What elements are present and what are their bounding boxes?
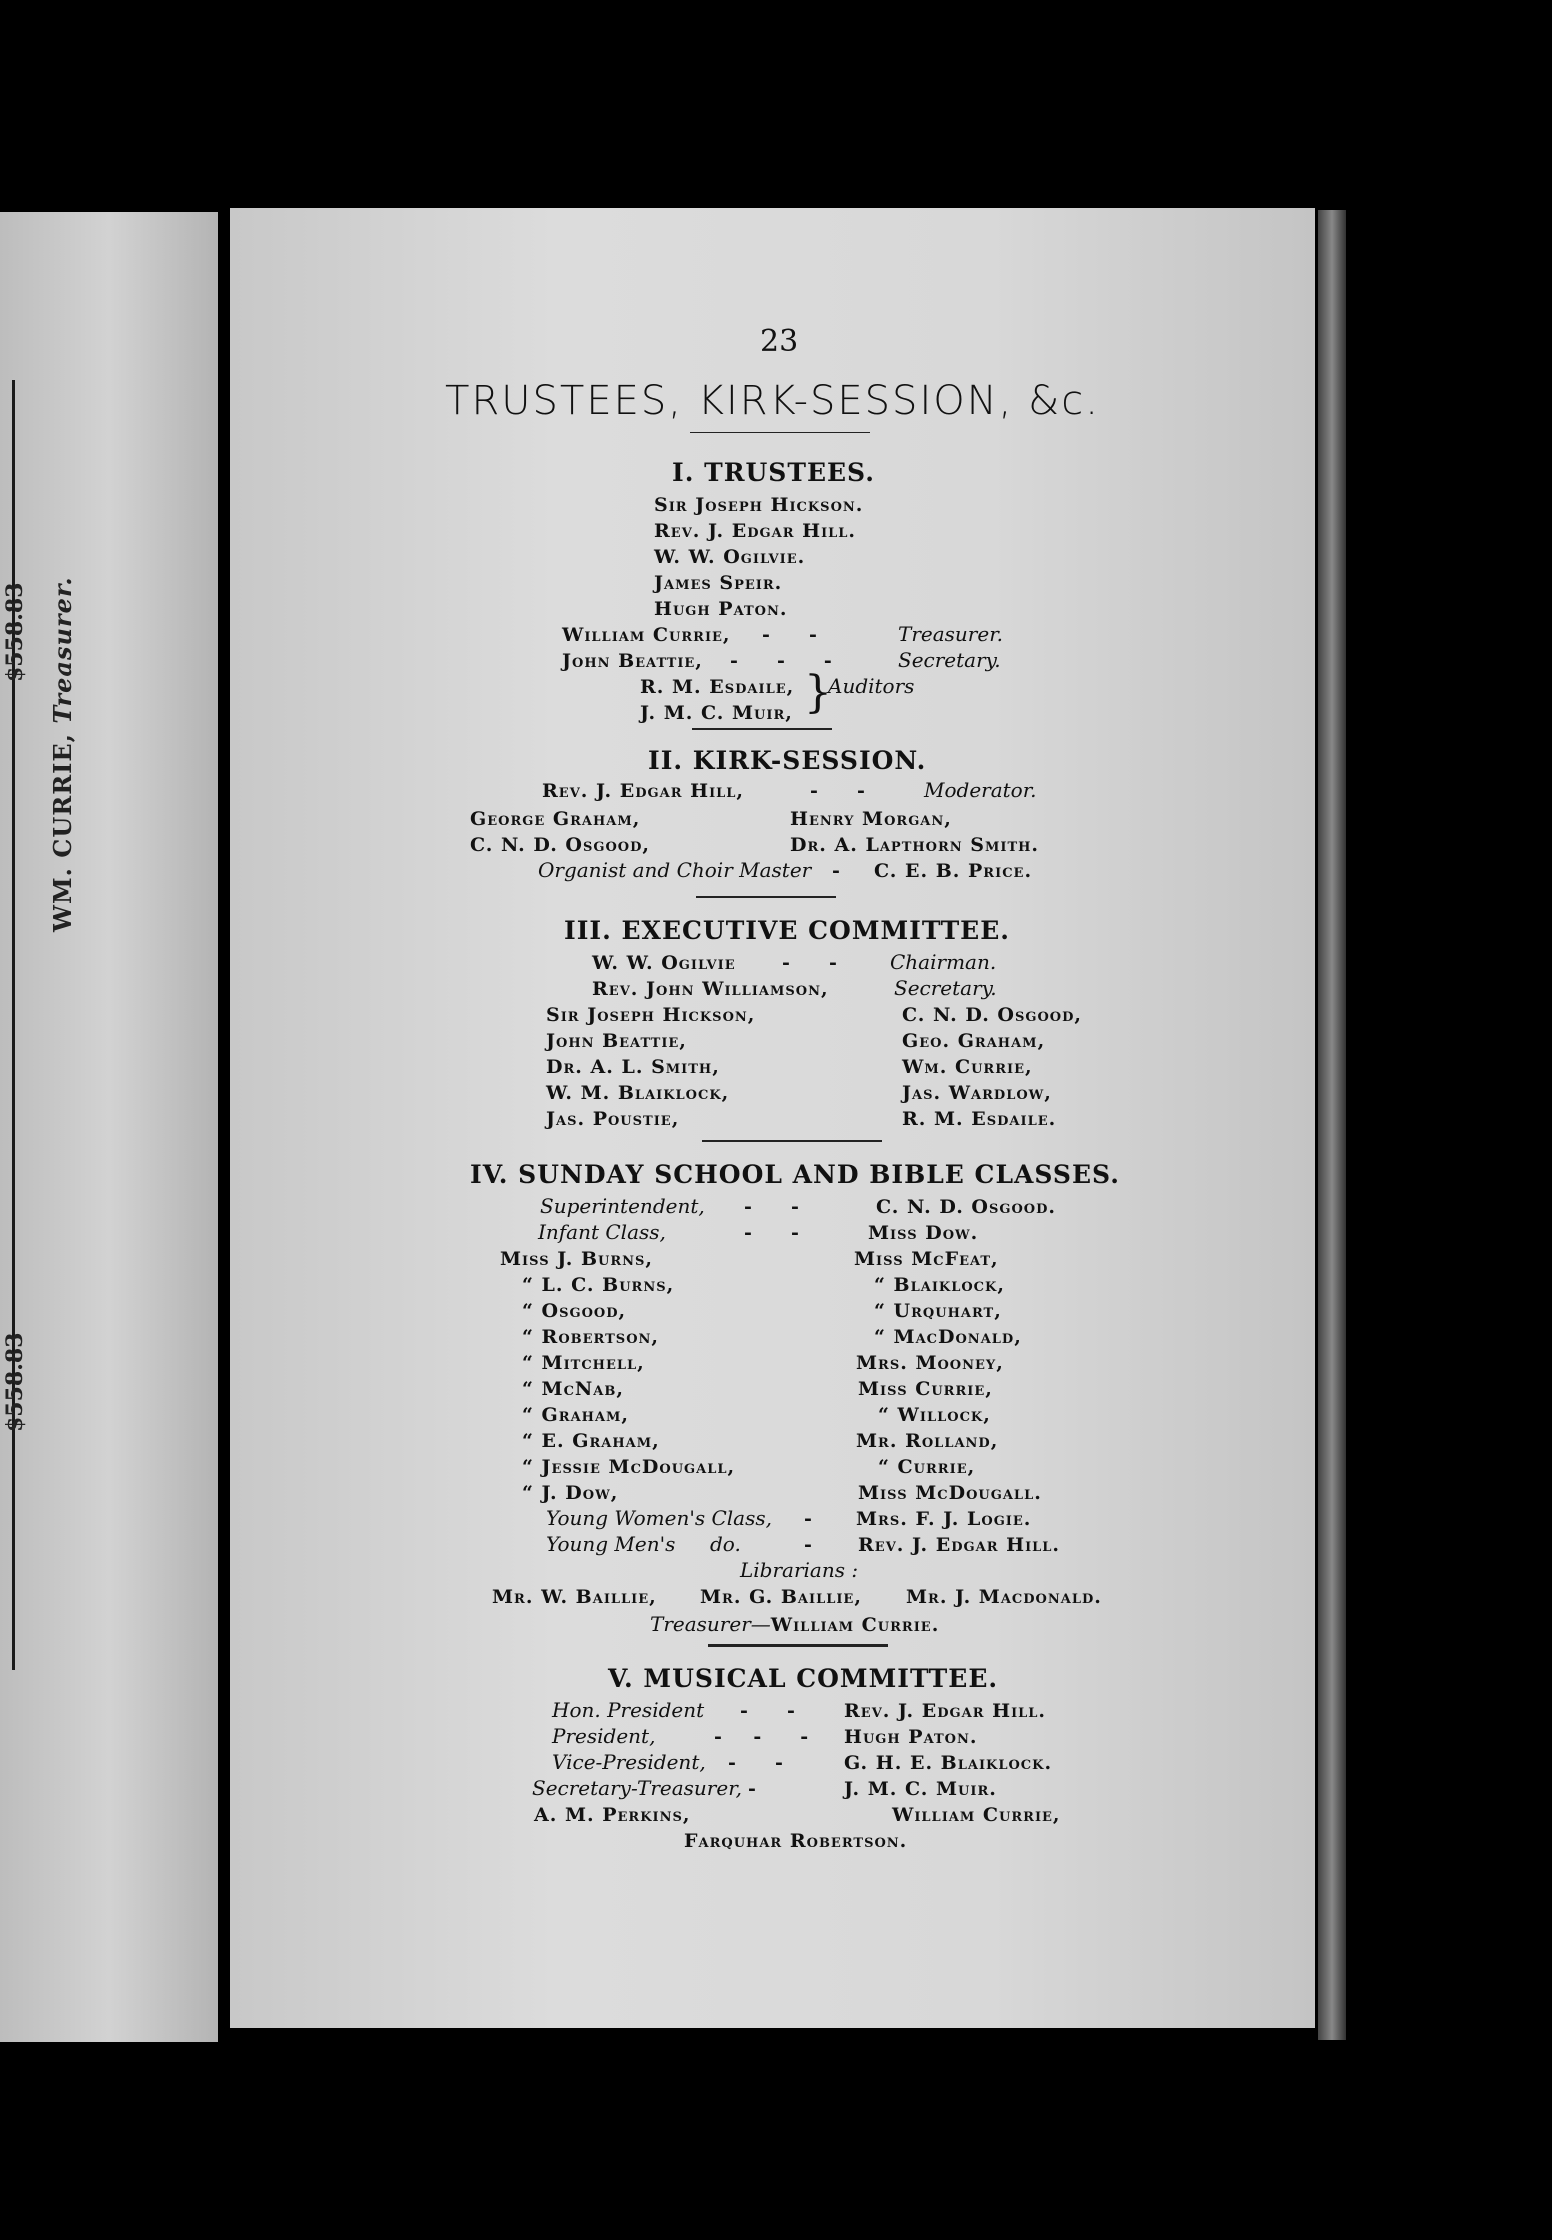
section-rule — [692, 728, 832, 730]
committee-member: Geo. Graham, — [902, 1030, 1046, 1052]
exec-secretary-name: Rev. John Williamson, — [592, 978, 829, 1000]
musical-role: Hon. President — [552, 1698, 705, 1722]
ss-treasurer-role: Treasurer— — [650, 1612, 771, 1636]
musical-member: G. H. E. Blaiklock. — [844, 1752, 1053, 1774]
trustee-secretary-name: John Beattie, — [562, 650, 703, 672]
elder-name: C. N. D. Osgood, — [470, 834, 651, 856]
section-rule — [702, 1140, 882, 1142]
committee-member: Wm. Currie, — [902, 1056, 1033, 1078]
teacher-name: Miss McFeat, — [854, 1248, 999, 1270]
trustee-member: Sir Joseph Hickson. — [654, 494, 864, 516]
committee-member: W. M. Blaiklock, — [546, 1082, 730, 1104]
committee-member: C. N. D. Osgood, — [902, 1004, 1083, 1026]
elder-name: Dr. A. Lapthorn Smith. — [790, 834, 1040, 856]
trustee-treasurer-role: Treasurer. — [898, 622, 1003, 646]
teacher-name: “ J. Dow, — [522, 1482, 619, 1504]
left-treasurer-line — [48, 576, 77, 932]
committee-member: John Beattie, — [546, 1030, 687, 1052]
vertical-rule — [12, 380, 15, 1670]
teacher-name: Miss McDougall. — [858, 1482, 1042, 1504]
musical-member: Rev. J. Edgar Hill. — [844, 1700, 1047, 1722]
elder-name: Henry Morgan, — [790, 808, 952, 830]
musical-role: Vice-President, — [552, 1750, 706, 1774]
right-page: 23 TRUSTEES, KIRK-SESSION, &c. I. TRUSTEES. Sir Joseph Hickson. Rev. J. Edgar Hill. W. W. Ogilvie. James Speir. Hugh Paton. William Currie, - - Treasurer. John Beattie, - - - Secretary. R. M. Esdaile, J. M. C. Muir, } Auditors II. KIRK-SESSION. Rev. J. Edgar Hill, - - Moderator. George Graham, C. N. D. Osgood, Henry Morgan, Dr. A. Lapthorn Smith. Organist and Choir Master - C. E. B. Price. III. EXECUTIVE COMMITTEE. W. W. Ogilvie - - Chairman. Rev. John Williamson, Secretary. Sir Joseph Hickson, John Beattie, Dr. A. L. Smith, W. M. Blaiklock, Jas. Poustie, C. N. D. Osgood, Geo. Graham, Wm. Currie, Jas. Wardlow, R. M. Esdaile. IV. SUNDAY SCHOOL AND BIBLE CLASSES. Superintendent, - - C. N. D. Osgood. Infant Class, - - Miss Dow. Miss J. Burns, “ L. C. Burns, “ Osgood, “ Robertson, “ Mitchell, “ McNab, “ Graham, “ E. Graham, “ Jessie McDougall, “ J. Dow, Miss McFeat, “ Blaiklock, “ Urquhart, “ MacDonald, Mrs. Mooney, Miss Currie, “ Willock, Mr. Rolland, “ Currie, Miss McDougall. Young Women's Class, - Mrs. F. J. Logie. Young Men's do. - Rev. J. Edgar Hill. Librarians : Mr. W. Baillie, Mr. G. Baillie, Mr. J. Macdonald. Treasurer—William Currie. V. MUSICAL COMMITTEE. Hon. President President, Vice-President, Secretary-Treasurer, - - - - - - - - Rev. J. Edgar Hill. Hugh Paton. G. H. E. Blaiklock. J. M. C. Muir. A. M. Perkins, William Currie, Farquhar Robertson. — [230, 208, 1315, 2028]
teacher-name: Miss Currie, — [858, 1378, 993, 1400]
teacher-name: “ Robertson, — [522, 1326, 660, 1348]
teacher-name: Mrs. Mooney, — [856, 1352, 1004, 1374]
musical-member: William Currie, — [892, 1804, 1061, 1826]
teacher-name: “ McNab, — [522, 1378, 624, 1400]
committee-member: Dr. A. L. Smith, — [546, 1056, 720, 1078]
teacher-name: “ Mitchell, — [522, 1352, 645, 1374]
teacher-name: “ Willock, — [878, 1404, 991, 1426]
sunday-school-heading: IV. SUNDAY SCHOOL AND BIBLE CLASSES. — [470, 1160, 1120, 1189]
left-treasurer-role: Treasurer. — [48, 576, 77, 724]
left-treasurer-name: WM. CURRIE, — [48, 732, 77, 932]
trustees-heading: I. TRUSTEES. — [672, 458, 875, 487]
teacher-name: “ Jessie McDougall, — [522, 1456, 736, 1478]
auditors-role: Auditors — [828, 674, 915, 698]
teacher-name: “ Urquhart, — [874, 1300, 1002, 1322]
trustee-member: James Speir. — [654, 572, 783, 594]
committee-member: Jas. Wardlow, — [902, 1082, 1052, 1104]
infant-name: Miss Dow. — [868, 1222, 979, 1244]
book-edge — [1318, 210, 1346, 2040]
infant-role: Infant Class, — [538, 1220, 666, 1244]
musical-role: Secretary-Treasurer, — [532, 1776, 742, 1800]
auditor-name: R. M. Esdaile, — [640, 676, 795, 698]
section-rule — [696, 896, 836, 898]
trustee-treasurer-name: William Currie, — [562, 624, 731, 646]
musical-member: Farquhar Robertson. — [684, 1830, 908, 1852]
teacher-name: “ Osgood, — [522, 1300, 627, 1322]
left-page — [0, 212, 218, 2042]
librarian-name: Mr. J. Macdonald. — [906, 1586, 1102, 1608]
page-title: TRUSTEES, KIRK-SESSION, &c. — [445, 378, 1100, 424]
librarian-name: Mr. G. Baillie, — [700, 1586, 862, 1608]
teacher-name: “ E. Graham, — [522, 1430, 660, 1452]
organist-name: C. E. B. Price. — [874, 860, 1033, 882]
young-men-do: do. — [710, 1532, 741, 1556]
left-amount-bottom: $558.83 — [2, 1332, 28, 1432]
ss-treasurer-name: William Currie. — [770, 1614, 940, 1636]
auditor-name: J. M. C. Muir, — [640, 702, 793, 724]
ss-treasurer-line — [650, 1612, 939, 1636]
title-rule — [690, 432, 870, 433]
young-women-name: Mrs. F. J. Logie. — [856, 1508, 1032, 1530]
committee-member: Sir Joseph Hickson, — [546, 1004, 756, 1026]
elder-name: George Graham, — [470, 808, 641, 830]
trustee-member: Rev. J. Edgar Hill. — [654, 520, 857, 542]
moderator-name: Rev. J. Edgar Hill, — [542, 780, 745, 802]
superintendent-role: Superintendent, — [540, 1194, 705, 1218]
teacher-name: “ MacDonald, — [874, 1326, 1022, 1348]
page-number: 23 — [760, 324, 799, 359]
librarians-label: Librarians : — [740, 1558, 859, 1582]
kirk-session-heading: II. KIRK-SESSION. — [648, 746, 927, 775]
musical-heading: V. MUSICAL COMMITTEE. — [608, 1664, 999, 1693]
teacher-name: “ Graham, — [522, 1404, 630, 1426]
moderator-role: Moderator. — [924, 778, 1037, 802]
chairman-name: W. W. Ogilvie — [592, 952, 736, 974]
organist-role: Organist and Choir Master — [538, 858, 812, 882]
young-men-role: Young Men's — [546, 1532, 676, 1556]
superintendent-name: C. N. D. Osgood. — [876, 1196, 1057, 1218]
committee-member: R. M. Esdaile. — [902, 1108, 1057, 1130]
teacher-name: “ L. C. Burns, — [522, 1274, 675, 1296]
musical-member: J. M. C. Muir. — [844, 1778, 997, 1800]
committee-member: Jas. Poustie, — [546, 1108, 680, 1130]
executive-heading: III. EXECUTIVE COMMITTEE. — [564, 916, 1010, 945]
musical-role: President, — [552, 1724, 656, 1748]
trustee-secretary-role: Secretary. — [898, 648, 1001, 672]
librarian-name: Mr. W. Baillie, — [492, 1586, 657, 1608]
musical-member: A. M. Perkins, — [534, 1804, 691, 1826]
trustee-member: W. W. Ogilvie. — [654, 546, 806, 568]
young-women-role: Young Women's Class, — [546, 1506, 772, 1530]
brace-glyph: } — [804, 667, 832, 718]
chairman-role: Chairman. — [890, 950, 997, 974]
left-amount-top: $558.83 — [2, 582, 28, 682]
teacher-name: “ Blaiklock, — [874, 1274, 1005, 1296]
musical-member: Hugh Paton. — [844, 1726, 978, 1748]
section-rule — [708, 1644, 888, 1647]
trustee-member: Hugh Paton. — [654, 598, 788, 620]
teacher-name: “ Currie, — [878, 1456, 976, 1478]
teacher-name: Mr. Rolland, — [856, 1430, 999, 1452]
young-men-name: Rev. J. Edgar Hill. — [858, 1534, 1061, 1556]
exec-secretary-role: Secretary. — [894, 976, 997, 1000]
teacher-name: Miss J. Burns, — [500, 1248, 654, 1270]
